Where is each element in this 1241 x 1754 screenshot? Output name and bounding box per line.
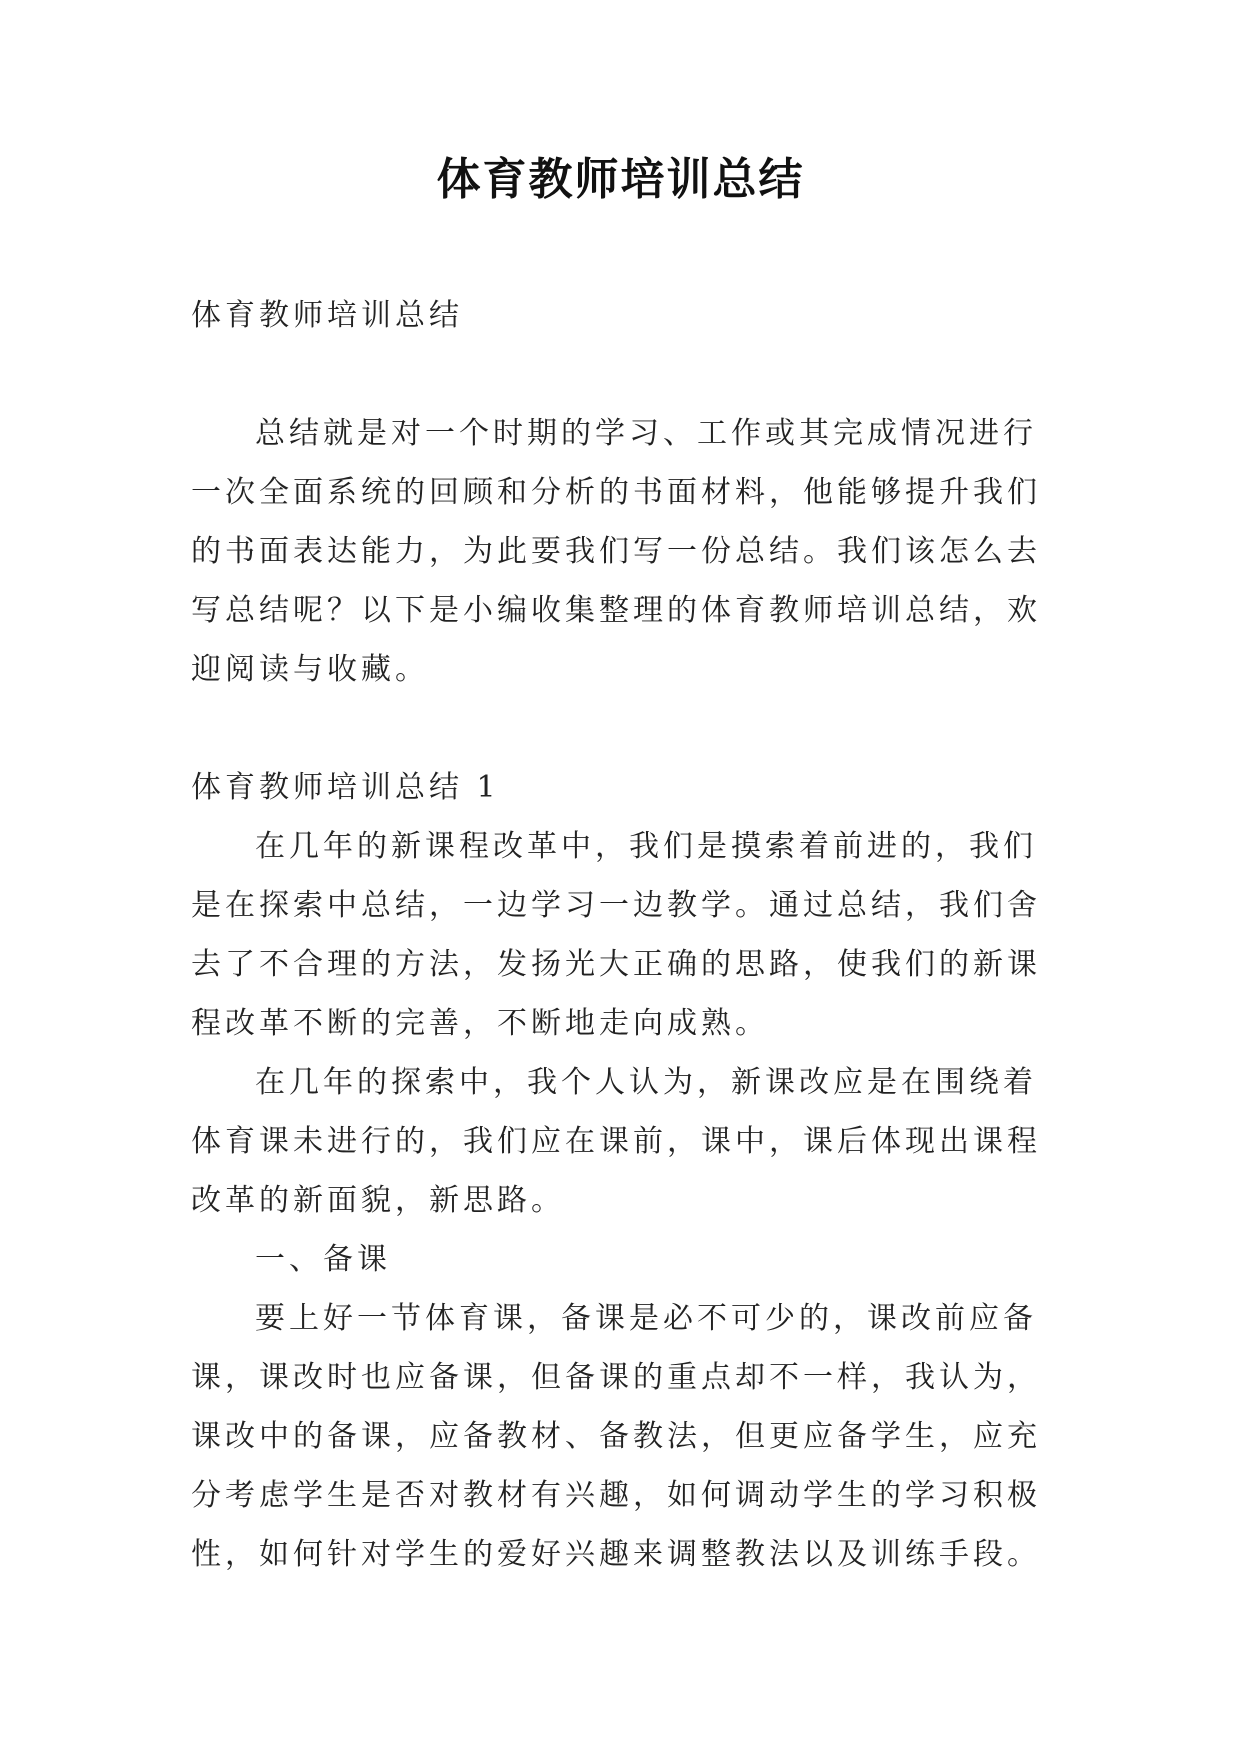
subsection-heading: 一、备课	[255, 1242, 391, 1277]
document-subtitle: 体育教师培训总结	[191, 298, 463, 333]
section-heading: 体育教师培训总结 1	[191, 770, 500, 805]
body-paragraph-2: 在几年的探索中，我个人认为，新课改应是在围绕着体育课未进行的，我们应在课前，课中，课后体现出课程改革的新面貌，新思路。	[191, 1065, 1041, 1218]
intro-paragraph: 总结就是对一个时期的学习、工作或其完成情况进行一次全面系统的回顾和分析的书面材料，他能够提升我们的书面表达能力，为此要我们写一份总结。我们该怎么去写总结呢？以下是小编收集整理的体育教师培训总结，欢迎阅读与收藏。	[191, 416, 1041, 687]
body-paragraph-3: 要上好一节体育课，备课是必不可少的，课改前应备课，课改时也应备课，但备课的重点却不一样，我认为，课改中的备课，应备教材、备教法，但更应备学生，应充分考虑学生是否对教材有兴趣，如何调动学生的学习积极性，如何针对学生的爱好兴趣来调整教法以及训练手段。	[191, 1301, 1041, 1572]
page-title: 体育教师培训总结	[436, 154, 805, 205]
body-paragraph-1: 在几年的新课程改革中，我们是摸索着前进的，我们是在探索中总结，一边学习一边教学。通过总结，我们舍去了不合理的方法，发扬光大正确的思路，使我们的新课程改革不断的完善，不断地走向成熟。	[191, 829, 1041, 1041]
document-body	[191, 286, 1053, 1584]
